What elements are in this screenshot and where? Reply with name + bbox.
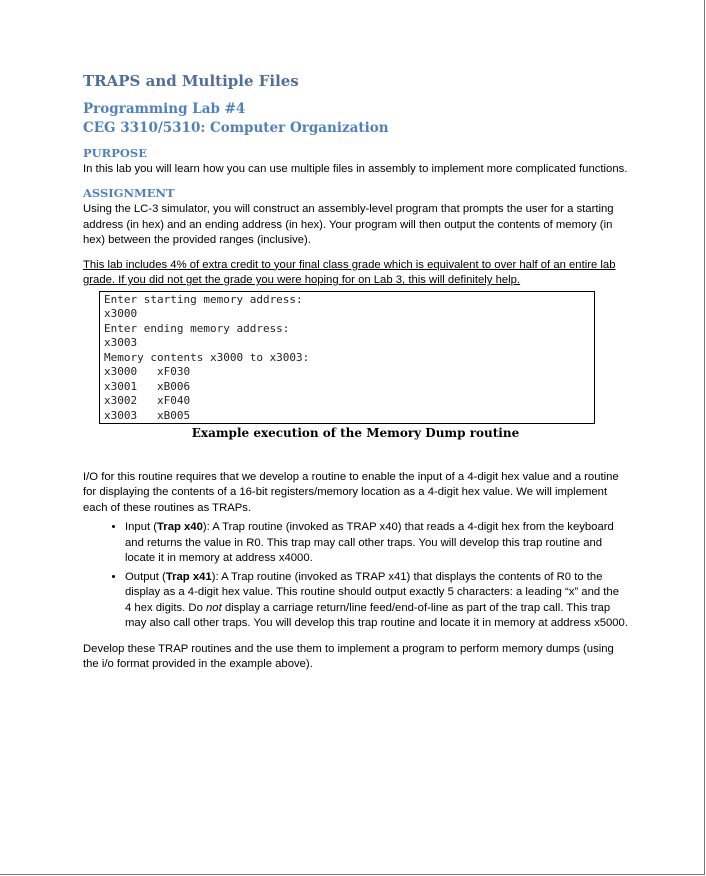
purpose-text: In this lab you will learn how you can use multiple files in assembly to implement more complicated functions. (83, 162, 628, 175)
emphasis-not: not (206, 601, 222, 614)
code-line: x3002 xF040 (104, 394, 191, 407)
bullet-lead: Output ( (125, 570, 166, 583)
example-caption: Example execution of the Memory Dump routine (191, 426, 520, 440)
example-execution-box (99, 291, 595, 425)
code-line: x3003 xB005 (104, 408, 191, 422)
list-item-output-trap (125, 570, 628, 632)
document-content (83, 74, 628, 673)
code-line: Enter ending memory address: (104, 321, 290, 335)
code-line: x3001 xB006 (104, 379, 191, 393)
list-item-input-trap (125, 520, 628, 567)
code-line: x3003 (104, 336, 138, 349)
closing-text: Develop these TRAP routines and the use them to implement a program to perform memory dumps (using the i/o format provided in the example above). (83, 642, 614, 670)
purpose-heading: PURPOSE (83, 145, 147, 160)
io-text: I/O for this routine requires that we develop a routine to enable the input of a 4-digit hex value and a routine for displaying the contents of a 16-bit registers/memory location as a 4-digit hex value. We will implement each of these routines as TRAPs. (83, 470, 619, 514)
document-title: TRAPS and Multiple Files (83, 72, 299, 90)
code-line: x3000 xF030 (104, 365, 191, 378)
trap-name: Trap x40 (157, 521, 203, 533)
lab-number: Programming Lab #4 (83, 100, 246, 117)
assignment-heading: ASSIGNMENT (83, 186, 175, 200)
trap-name: Trap x41 (165, 570, 212, 583)
code-line: Enter starting memory address: (104, 292, 303, 306)
assignment-text: Using the LC-3 simulator, you will construct an assembly-level program that prompts the user for a starting address (in hex) and an ending address (in hex). Your program will then output the contents of memory (in hex) between the provided ranges (inclusive). (83, 203, 614, 246)
code-line: Memory contents x3000 to x3003: (104, 350, 310, 364)
bullet-text: ): A Trap routine (invoked as TRAP x41) that displays the contents of R0 to the display as a 4-digit hex value. This routine should output exactly 5 characters: a leading “x” and the 4 hex digits. Do (125, 570, 620, 614)
course-title: CEG 3310/5310: Computer Organization (83, 119, 389, 136)
bullet-lead: Input ( (125, 521, 158, 533)
bullet-text: ): A Trap routine (invoked as TRAP x40) that reads a 4-digit hex from the keyboard and returns the value in R0. This trap may call other traps. You will develop this trap routine and locate it in memory at address x4000. (125, 521, 614, 564)
extra-credit-text: This lab includes 4% of extra credit to your final class grade which is equivalent to over half of an entire lab grade. If you did not get the grade you were hoping for on Lab 3, this will definitely help. (83, 258, 616, 286)
bullet-text-continued: display a carriage return/line feed/end-of-line as part of the trap call. This trap may also call other traps. You will develop this trap routine and locate it in memory at address x5000. (125, 601, 628, 629)
trap-list (83, 520, 628, 632)
code-line: x3000 (104, 307, 138, 320)
